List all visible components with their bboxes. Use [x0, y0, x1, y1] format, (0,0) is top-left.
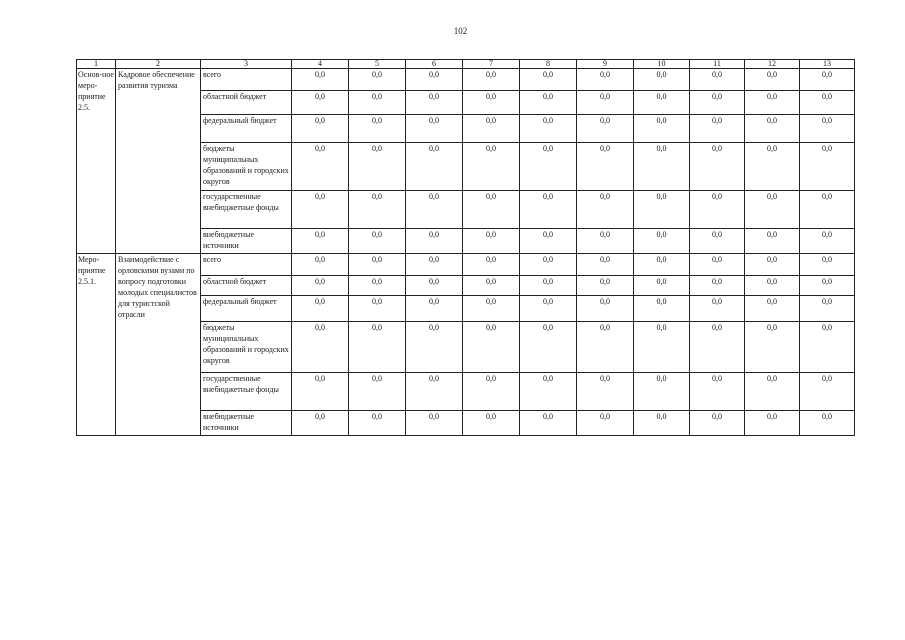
value-cell: 0,0: [463, 143, 520, 191]
value-cell: 0,0: [745, 69, 800, 91]
value-cell: 0,0: [520, 229, 577, 254]
value-cell: 0,0: [690, 191, 745, 229]
value-cell: 0,0: [406, 229, 463, 254]
value-cell: 0,0: [463, 411, 520, 436]
column-number-2: 2: [116, 60, 201, 69]
value-cell: 0,0: [800, 115, 855, 143]
column-number-12: 12: [745, 60, 800, 69]
funding-source: государственные внебюджетные фонды: [201, 191, 292, 229]
column-number-4: 4: [292, 60, 349, 69]
value-cell: 0,0: [406, 276, 463, 296]
value-cell: 0,0: [406, 254, 463, 276]
value-cell: 0,0: [577, 143, 634, 191]
value-cell: 0,0: [292, 69, 349, 91]
value-cell: 0,0: [406, 322, 463, 373]
value-cell: 0,0: [634, 191, 690, 229]
value-cell: 0,0: [292, 411, 349, 436]
budget-table: [76, 59, 855, 436]
column-number-1: 1: [77, 60, 116, 69]
value-cell: 0,0: [745, 191, 800, 229]
value-cell: 0,0: [745, 143, 800, 191]
value-cell: 0,0: [634, 115, 690, 143]
funding-source: федеральный бюджет: [201, 296, 292, 322]
value-cell: 0,0: [520, 276, 577, 296]
value-cell: 0,0: [745, 229, 800, 254]
table-row: [77, 254, 855, 276]
column-number-13: 13: [800, 60, 855, 69]
value-cell: 0,0: [690, 296, 745, 322]
value-cell: 0,0: [577, 373, 634, 411]
funding-source: всего: [201, 69, 292, 91]
value-cell: 0,0: [292, 143, 349, 191]
value-cell: 0,0: [745, 411, 800, 436]
value-cell: 0,0: [577, 254, 634, 276]
value-cell: 0,0: [406, 69, 463, 91]
funding-source: областной бюджет: [201, 91, 292, 115]
value-cell: 0,0: [745, 276, 800, 296]
column-number-10: 10: [634, 60, 690, 69]
activity-name: Кадровое обеспечение развития туризма: [116, 69, 201, 254]
value-cell: 0,0: [690, 373, 745, 411]
value-cell: 0,0: [800, 143, 855, 191]
value-cell: 0,0: [349, 69, 406, 91]
value-cell: 0,0: [634, 69, 690, 91]
value-cell: 0,0: [577, 296, 634, 322]
value-cell: 0,0: [745, 91, 800, 115]
value-cell: 0,0: [349, 276, 406, 296]
value-cell: 0,0: [349, 91, 406, 115]
activity-code: Меро-приятие 2.5.1.: [77, 254, 116, 436]
value-cell: 0,0: [406, 115, 463, 143]
value-cell: 0,0: [690, 411, 745, 436]
value-cell: 0,0: [800, 69, 855, 91]
value-cell: 0,0: [463, 373, 520, 411]
value-cell: 0,0: [690, 69, 745, 91]
value-cell: 0,0: [520, 143, 577, 191]
column-number-row: [77, 60, 855, 69]
value-cell: 0,0: [292, 191, 349, 229]
value-cell: 0,0: [349, 373, 406, 411]
value-cell: 0,0: [349, 411, 406, 436]
value-cell: 0,0: [745, 322, 800, 373]
value-cell: 0,0: [406, 91, 463, 115]
value-cell: 0,0: [745, 254, 800, 276]
funding-source: областной бюджет: [201, 276, 292, 296]
funding-source: внебюджетные источники: [201, 411, 292, 436]
value-cell: 0,0: [520, 254, 577, 276]
value-cell: 0,0: [406, 373, 463, 411]
value-cell: 0,0: [800, 191, 855, 229]
funding-source: государственные внебюджетные фонды: [201, 373, 292, 411]
funding-source: бюджеты муниципальных образований и городских округов: [201, 143, 292, 191]
value-cell: 0,0: [800, 411, 855, 436]
funding-source: федеральный бюджет: [201, 115, 292, 143]
value-cell: 0,0: [690, 254, 745, 276]
value-cell: 0,0: [800, 296, 855, 322]
activity-code: Основ-ное меро-приятие 2.5.: [77, 69, 116, 254]
value-cell: 0,0: [520, 91, 577, 115]
value-cell: 0,0: [800, 373, 855, 411]
column-number-3: 3: [201, 60, 292, 69]
value-cell: 0,0: [800, 254, 855, 276]
value-cell: 0,0: [634, 254, 690, 276]
value-cell: 0,0: [349, 191, 406, 229]
value-cell: 0,0: [349, 115, 406, 143]
value-cell: 0,0: [292, 296, 349, 322]
value-cell: 0,0: [690, 115, 745, 143]
value-cell: 0,0: [577, 411, 634, 436]
value-cell: 0,0: [463, 296, 520, 322]
value-cell: 0,0: [634, 229, 690, 254]
value-cell: 0,0: [463, 115, 520, 143]
value-cell: 0,0: [745, 296, 800, 322]
column-number-8: 8: [520, 60, 577, 69]
column-number-5: 5: [349, 60, 406, 69]
value-cell: 0,0: [745, 373, 800, 411]
value-cell: 0,0: [577, 69, 634, 91]
value-cell: 0,0: [577, 191, 634, 229]
value-cell: 0,0: [406, 191, 463, 229]
value-cell: 0,0: [463, 276, 520, 296]
value-cell: 0,0: [463, 254, 520, 276]
value-cell: 0,0: [800, 322, 855, 373]
value-cell: 0,0: [349, 322, 406, 373]
value-cell: 0,0: [292, 254, 349, 276]
value-cell: 0,0: [349, 296, 406, 322]
value-cell: 0,0: [634, 411, 690, 436]
value-cell: 0,0: [349, 254, 406, 276]
value-cell: 0,0: [292, 115, 349, 143]
value-cell: 0,0: [406, 411, 463, 436]
column-number-11: 11: [690, 60, 745, 69]
value-cell: 0,0: [577, 115, 634, 143]
value-cell: 0,0: [800, 229, 855, 254]
value-cell: 0,0: [690, 143, 745, 191]
page-number: 102: [453, 26, 468, 36]
value-cell: 0,0: [520, 411, 577, 436]
column-number-6: 6: [406, 60, 463, 69]
column-number-7: 7: [463, 60, 520, 69]
value-cell: 0,0: [800, 276, 855, 296]
funding-source: всего: [201, 254, 292, 276]
activity-name: Взаимодействие с орловскими вузами по вопросу подготовки молодых специалистов для туристской отрасли: [116, 254, 201, 436]
value-cell: 0,0: [349, 229, 406, 254]
value-cell: 0,0: [292, 276, 349, 296]
value-cell: 0,0: [745, 115, 800, 143]
value-cell: 0,0: [406, 143, 463, 191]
value-cell: 0,0: [520, 373, 577, 411]
value-cell: 0,0: [690, 229, 745, 254]
value-cell: 0,0: [577, 276, 634, 296]
value-cell: 0,0: [690, 322, 745, 373]
value-cell: 0,0: [463, 191, 520, 229]
value-cell: 0,0: [634, 143, 690, 191]
value-cell: 0,0: [349, 143, 406, 191]
value-cell: 0,0: [690, 276, 745, 296]
value-cell: 0,0: [520, 191, 577, 229]
value-cell: 0,0: [577, 91, 634, 115]
funding-source: внебюджетные источники: [201, 229, 292, 254]
value-cell: 0,0: [577, 229, 634, 254]
value-cell: 0,0: [406, 296, 463, 322]
value-cell: 0,0: [520, 296, 577, 322]
value-cell: 0,0: [292, 373, 349, 411]
column-number-9: 9: [577, 60, 634, 69]
value-cell: 0,0: [292, 91, 349, 115]
value-cell: 0,0: [520, 322, 577, 373]
value-cell: 0,0: [690, 91, 745, 115]
value-cell: 0,0: [292, 229, 349, 254]
value-cell: 0,0: [463, 91, 520, 115]
value-cell: 0,0: [463, 322, 520, 373]
funding-source: бюджеты муниципальных образований и городских округов: [201, 322, 292, 373]
value-cell: 0,0: [292, 322, 349, 373]
value-cell: 0,0: [634, 373, 690, 411]
value-cell: 0,0: [520, 115, 577, 143]
value-cell: 0,0: [577, 322, 634, 373]
value-cell: 0,0: [634, 276, 690, 296]
value-cell: 0,0: [634, 322, 690, 373]
value-cell: 0,0: [463, 69, 520, 91]
value-cell: 0,0: [634, 91, 690, 115]
value-cell: 0,0: [800, 91, 855, 115]
value-cell: 0,0: [634, 296, 690, 322]
table-row: [77, 69, 855, 91]
value-cell: 0,0: [520, 69, 577, 91]
value-cell: 0,0: [463, 229, 520, 254]
